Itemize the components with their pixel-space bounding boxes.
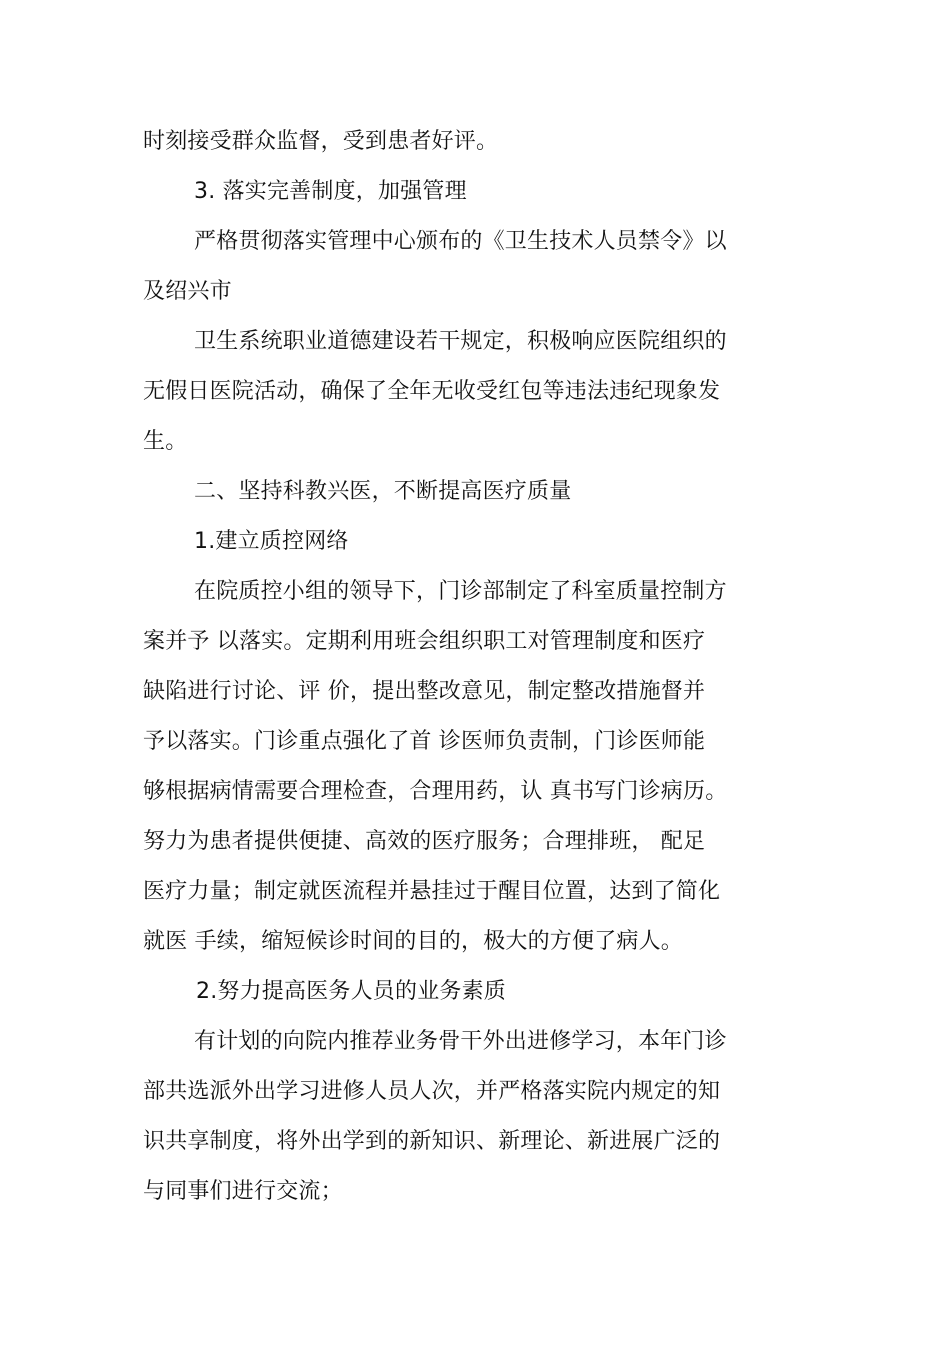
text-line: 案并予 以落实。定期利用班会组织职工对管理制度和医疗 <box>143 629 706 654</box>
text-line: 与同事们进行交流； <box>143 1179 343 1204</box>
text-line: 及绍兴市 <box>143 279 232 304</box>
text-line: 无假日医院活动，确保了全年无收受红包等违法违纪现象发 <box>143 379 721 404</box>
text-line: 就医 手续，缩短候诊时间的目的，极大的方便了病人。 <box>143 929 683 954</box>
text-line: 严格贯彻落实管理中心颁布的《卫生技术人员禁令》以 <box>194 229 727 254</box>
section-heading: 二、坚持科教兴医，不断提高医疗质量 <box>194 479 572 504</box>
text-line: 卫生系统职业道德建设若干规定，积极响应医院组织的 <box>194 329 727 354</box>
section-heading: 3. 落实完善制度，加强管理 <box>194 179 467 204</box>
text-line: 在院质控小组的领导下，门诊部制定了科室质量控制方 <box>194 579 727 604</box>
text-line: 予以落实。门诊重点强化了首 诊医师负责制，门诊医师能 <box>143 729 706 754</box>
text-line: 医疗力量；制定就医流程并悬挂过于醒目位置，达到了简化 <box>143 879 721 904</box>
subsection-heading: 2.努力提高医务人员的业务素质 <box>196 979 506 1004</box>
text-line: 有计划的向院内推荐业务骨干外出进修学习，本年门诊 <box>194 1029 727 1054</box>
text-line: 时刻接受群众监督，受到患者好评。 <box>143 129 499 154</box>
subsection-heading: 1.建立质控网络 <box>194 529 349 554</box>
text-line: 部共选派外出学习进修人员人次，并严格落实院内规定的知 <box>143 1079 721 1104</box>
text-line: 识共享制度，将外出学到的新知识、新理论、新进展广泛的 <box>143 1129 721 1154</box>
text-line: 生。 <box>143 429 188 454</box>
text-line: 缺陷进行讨论、评 价，提出整改意见，制定整改措施督并 <box>143 679 706 704</box>
text-line: 够根据病情需要合理检查，合理用药，认 真书写门诊病历。 <box>143 779 728 804</box>
text-line: 努力为患者提供便捷、高效的医疗服务；合理排班， 配足 <box>143 829 706 854</box>
